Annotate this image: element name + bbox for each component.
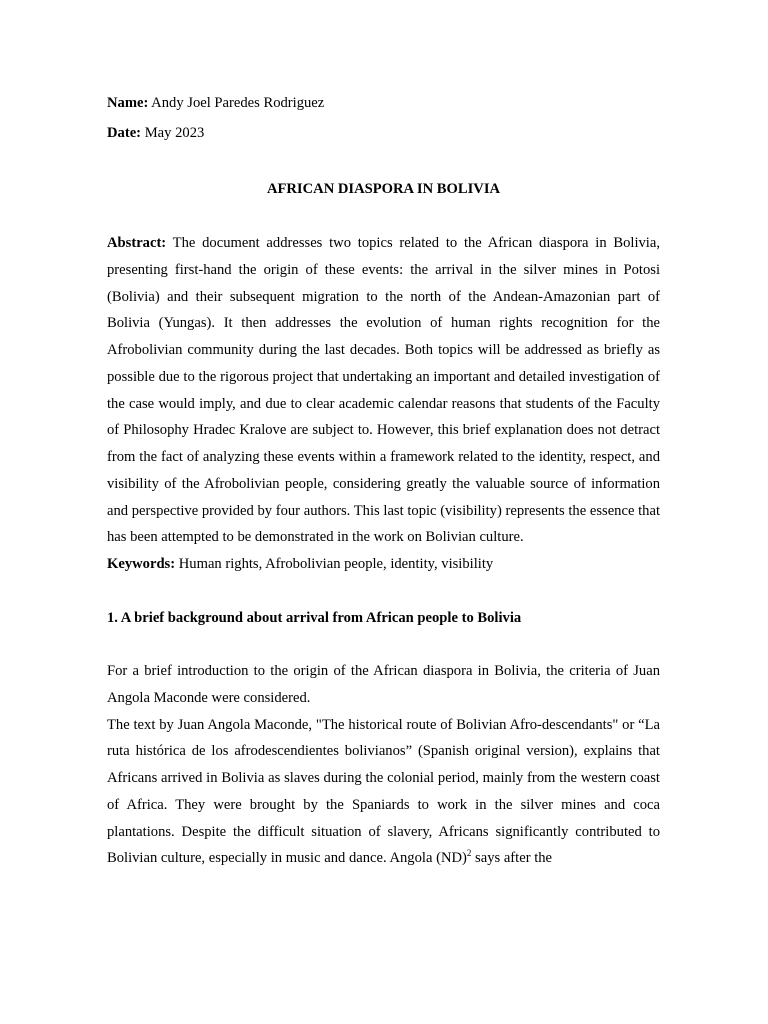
name-label: Name:	[107, 95, 149, 111]
section-heading: 1. A brief background about arrival from African people to Bolivia	[107, 609, 522, 626]
abstract-paragraph	[107, 230, 660, 551]
date-label: Date:	[107, 125, 142, 141]
section-intro-paragraph: For a brief introduction to the origin of the African diaspora in Bolivia, the criteria of Juan Angola Maconde were considered.	[107, 663, 660, 706]
section-body-paragraph	[107, 712, 660, 873]
keywords-label: Keywords:	[107, 556, 176, 572]
document-title: AFRICAN DIASPORA IN BOLIVIA	[266, 181, 501, 197]
keywords-line	[107, 551, 660, 578]
section-body-tail: says after the	[471, 850, 553, 867]
date-line	[107, 118, 660, 148]
document-page	[107, 88, 660, 872]
keywords-text: Human rights, Afrobolivian people, identity, visibility	[175, 556, 494, 572]
abstract-label: Abstract:	[107, 235, 167, 251]
abstract-text: The document addresses two topics related to the African diaspora in Bolivia, presenting first-hand the origin of these events: the arrival in the silver mines in Potosi (Bolivia) and their subsequent migration to the north of the Andean-Amazonian part of Bolivia (Yungas). It then addresses the evolution of human rights recognition for the Afrobolivian community during the last decades. Both topics will be addressed as briefly as possible due to the rigorous project that undertaking an important and detailed investigation of the case would imply, and due to clear academic calendar reasons that students of the Faculty of Philosophy Hradec Kralove are subject to. However, this brief explanation does not detract from the fact of analyzing these events within a framework related to the identity, respect, and visibility of the Afrobolivian people, considering greatly the valuable source of information and perspective provided by four authors. This last topic (visibility) represents the essence that has been attempted to be demonstrated in the work on Bolivian culture.	[107, 235, 660, 546]
section-body-text: The text by Juan Angola Maconde, "The historical route of Bolivian Afro-descendants" or “La ruta histórica de los afrodescendientes bolivianos” (Spanish original version), explains that Africans arrived in Bolivia as slaves during the colonial period, mainly from the western coast of Africa. They were brought by the Spaniards to work in the silver mines and coca plantations. Despite the difficult situation of slavery, Africans significantly contributed to Bolivian culture, especially in music and dance. Angola (ND)	[107, 716, 660, 867]
date-value: May 2023	[141, 125, 205, 141]
footnote-reference[interactable]: 2	[466, 848, 472, 859]
author-line	[107, 88, 660, 118]
author-name: Andy Joel Paredes Rodriguez	[148, 95, 325, 111]
